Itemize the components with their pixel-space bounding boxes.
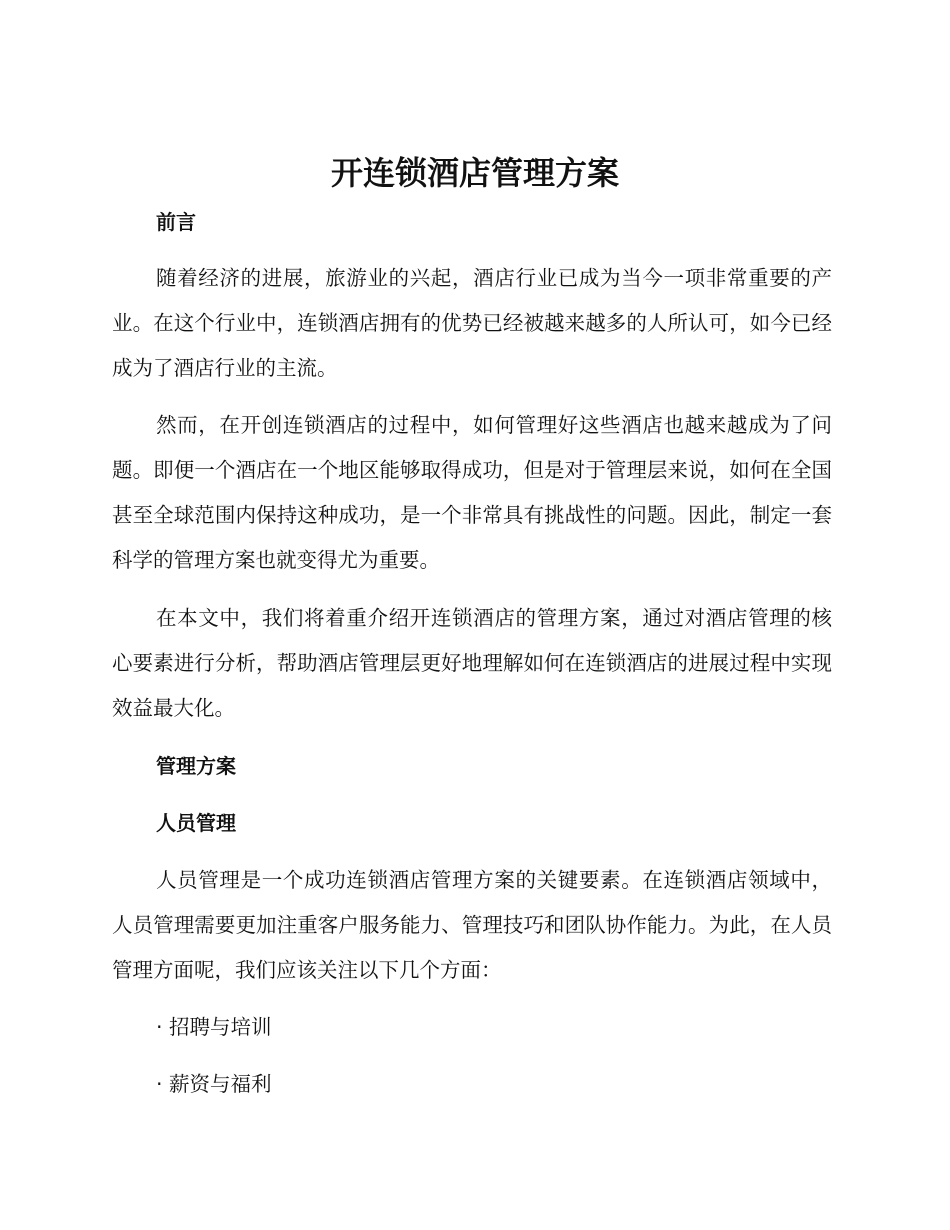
personnel-paragraph: 人员管理是一个成功连锁酒店管理方案的关键要素。在连锁酒店领域中，人员管理需要更加注重客户服务能力、管理技巧和团队协作能力。为此，在人员管理方面呢，我们应该关注以下几个方面： — [112, 868, 832, 982]
management-plan-heading: 管理方案 — [156, 754, 236, 778]
preface-paragraph-1: 随着经济的进展，旅游业的兴起，酒店行业已成为当今一项非常重要的产业。在这个行业中，连锁酒店拥有的优势已经被越来越多的人所认可，如今已经成为了酒店行业的主流。 — [112, 266, 832, 380]
bullet-item-salary: · 薪资与福利 — [156, 1072, 272, 1096]
bullet-item-recruitment: · 招聘与培训 — [156, 1015, 272, 1039]
document-title: 开连锁酒店管理方案 — [330, 154, 619, 192]
personnel-heading: 人员管理 — [156, 811, 236, 835]
preface-paragraph-2: 然而，在开创连锁酒店的过程中，如何管理好这些酒店也越来越成为了问题。即便一个酒店在一个地区能够取得成功，但是对于管理层来说，如何在全国甚至全球范围内保持这种成功，是一个非常具有挑战性的问题。因此，制定一套科学的管理方案也就变得尤为重要。 — [112, 413, 832, 572]
preface-paragraph-3: 在本文中，我们将着重介绍开连锁酒店的管理方案，通过对酒店管理的核心要素进行分析，帮助酒店管理层更好地理解如何在连锁酒店的进展过程中实现效益最大化。 — [112, 606, 832, 720]
preface-heading: 前言 — [156, 210, 196, 234]
